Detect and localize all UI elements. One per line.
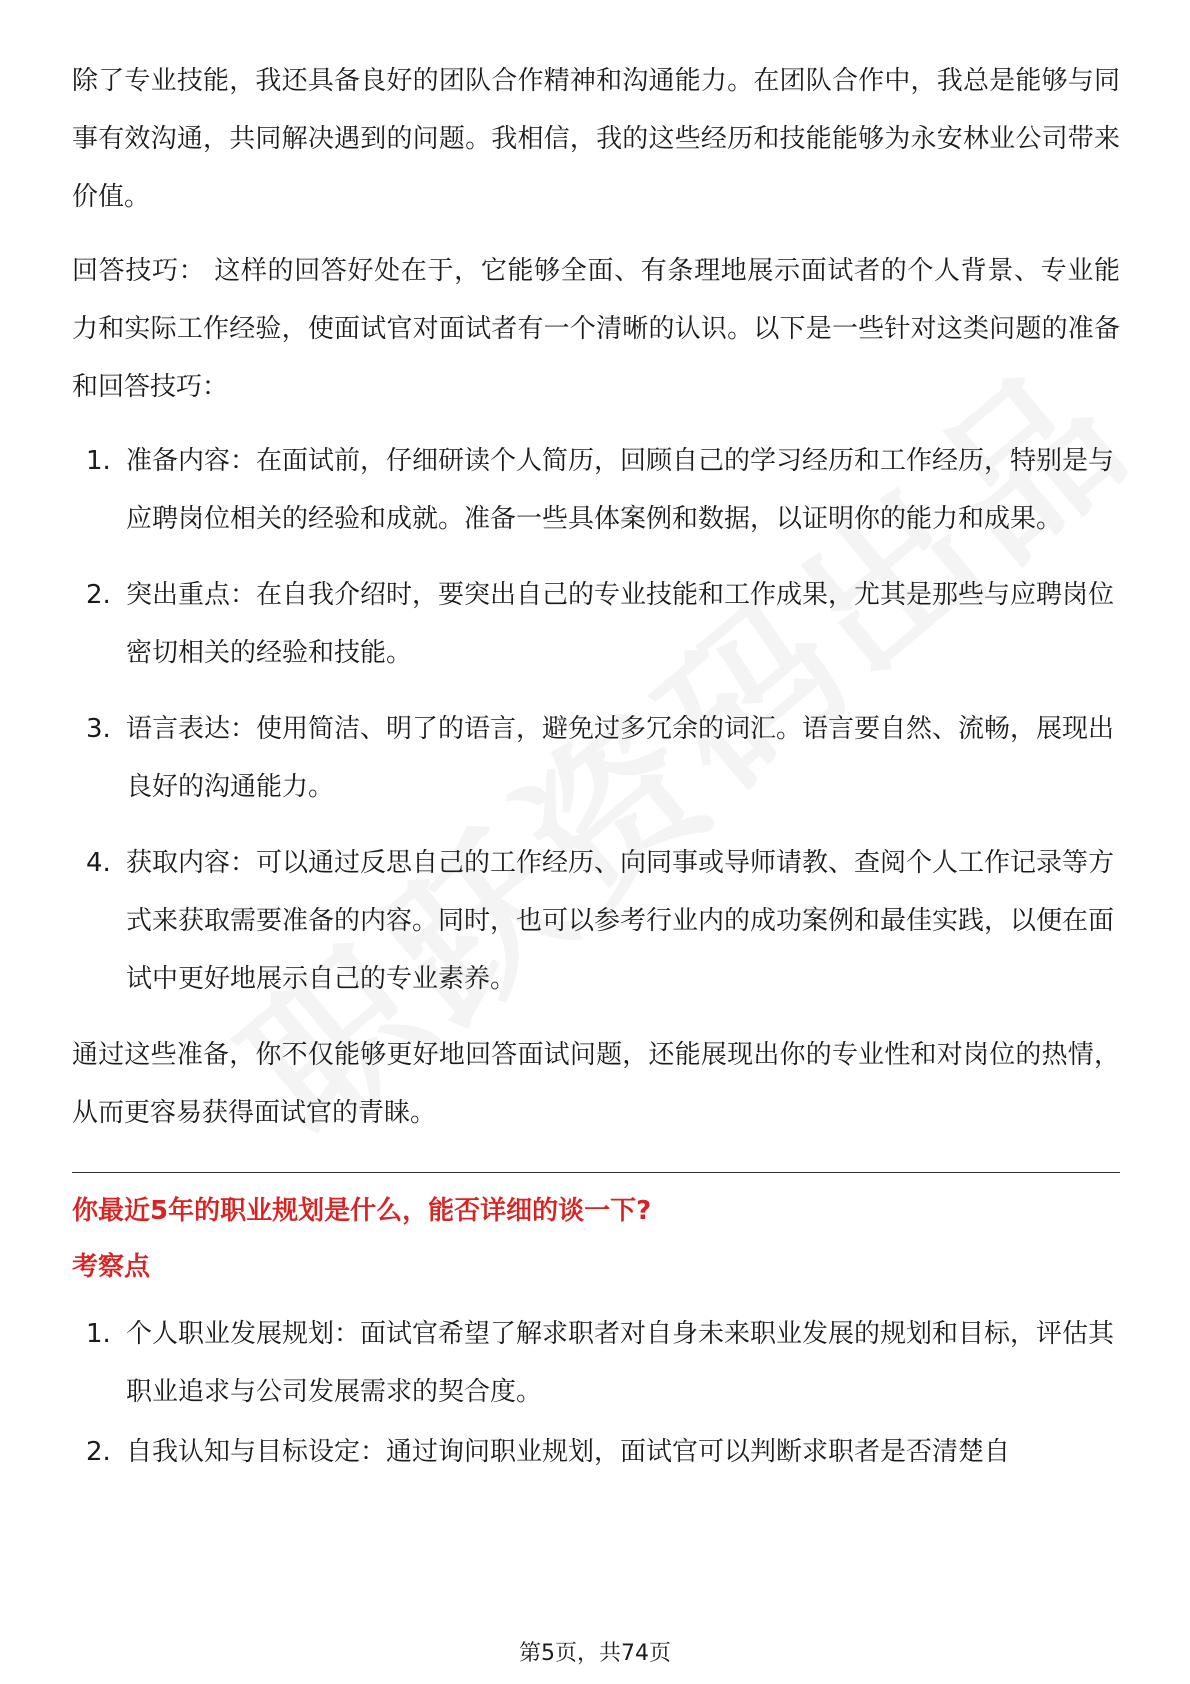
- list-item-text: 语言表达：使用简洁、明了的语言，避免过多冗余的词汇。语言要自然、流畅，展现出良好的沟通能力。: [126, 714, 1115, 802]
- question-title: 你最近5年的职业规划是什么，能否详细的谈一下?: [72, 1196, 652, 1226]
- list-item-text: 自我认知与目标设定：通过询问职业规划，面试官可以判断求职者是否清楚自: [126, 1437, 1011, 1467]
- tips-list: [72, 432, 1120, 1008]
- list-number: 4.: [86, 848, 111, 878]
- page-content: [72, 52, 1120, 1483]
- list-number: 2.: [86, 1437, 111, 1467]
- list-item: [72, 566, 1120, 682]
- list-number: 3.: [86, 714, 111, 744]
- page-number-footer: 第5页，共74页: [519, 1641, 671, 1666]
- list-item: [72, 1423, 1120, 1481]
- list-item-text: 准备内容：在面试前，仔细研读个人简历，回顾自己的学习经历和工作经历，特别是与应聘岗位相关的经验和成就。准备一些具体案例和数据，以证明你的能力和成果。: [126, 446, 1115, 534]
- list-item: [72, 834, 1120, 1008]
- assessment-points-list: [72, 1305, 1120, 1481]
- intro-paragraph: 除了专业技能，我还具备良好的团队合作精神和沟通能力。在团队合作中，我总是能够与同事有效沟通，共同解决遇到的问题。我相信，我的这些经历和技能能够为永安林业公司带来价值。: [72, 66, 1120, 212]
- list-number: 1.: [86, 1319, 111, 1349]
- closing-paragraph: 通过这些准备，你不仅能够更好地回答面试问题，还能展现出你的专业性和对岗位的热情，从而更容易获得面试官的青睐。: [72, 1040, 1120, 1128]
- tips-paragraph: 回答技巧： 这样的回答好处在于，它能够全面、有条理地展示面试者的个人背景、专业能力和实际工作经验，使面试官对面试者有一个清晰的认识。以下是一些针对这类问题的准备和回答技巧：: [72, 256, 1120, 402]
- list-item-text: 获取内容：可以通过反思自己的工作经历、向同事或导师请教、查阅个人工作记录等方式来获取需要准备的内容。同时，也可以参考行业内的成功案例和最佳实践，以便在面试中更好地展示自己的专业素养。: [126, 848, 1115, 994]
- section-subhead: 考察点: [72, 1252, 151, 1282]
- list-item: [72, 700, 1120, 816]
- list-item-text: 个人职业发展规划：面试官希望了解求职者对自身未来职业发展的规划和目标，评估其职业追求与公司发展需求的契合度。: [126, 1319, 1115, 1407]
- section-divider: [72, 1172, 1120, 1173]
- list-item-text: 突出重点：在自我介绍时，要突出自己的专业技能和工作成果，尤其是那些与应聘岗位密切相关的经验和技能。: [126, 580, 1115, 668]
- list-item: [72, 432, 1120, 548]
- list-number: 1.: [86, 446, 111, 476]
- list-item: [72, 1305, 1120, 1421]
- list-number: 2.: [86, 580, 111, 610]
